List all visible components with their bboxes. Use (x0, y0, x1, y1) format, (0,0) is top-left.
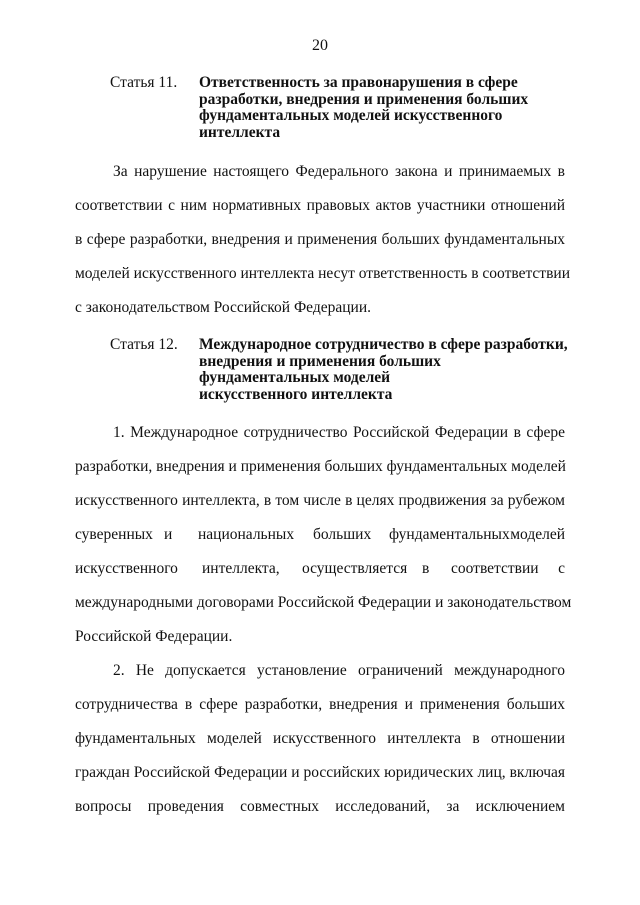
article-11-title-line: фундаментальных моделей искусственного (199, 107, 503, 124)
article-11-body-line: За нарушение настоящего Федерального закона и принимаемых в (113, 163, 565, 180)
word: в (422, 560, 430, 577)
article-12-title-line: фундаментальных моделей (199, 369, 391, 386)
article-12-heading (110, 337, 580, 403)
article-12-title-line: внедрения и применения больших (199, 352, 441, 370)
word: соответствии (451, 560, 539, 577)
article-11-title-line: Ответственность за правонарушения в сфере (199, 74, 518, 91)
article-12-para-2-line: 2. Не допускается установление ограничений международного (113, 662, 565, 679)
article-12-title (199, 337, 568, 403)
article-12-para-2-line: сотрудничества в сфере разработки, внедрения и применения больших (75, 696, 565, 713)
word: фундаментальных (389, 526, 510, 543)
article-11-title-line: разработки, внедрения и применения больших (199, 90, 529, 108)
article-11-body-line: в сфере разработки, внедрения и применения больших фундаментальных (75, 231, 565, 248)
article-12-para-1-line: 1. Международное сотрудничество Российской Федерации в сфере (113, 424, 565, 441)
word: больших (313, 526, 372, 543)
word: искусственного (75, 560, 178, 577)
article-12-para-1-line: Российской Федерации. (75, 628, 233, 645)
article-11-title (199, 75, 528, 141)
article-12-para-1-line: разработки, внедрения и применения больших фундаментальных моделей (75, 458, 566, 475)
article-12-para-1-line (75, 559, 565, 579)
article-12-para-1-line: международными договорами Российской Федерации и законодательством (75, 594, 572, 611)
article-12-title-line: Международное сотрудничество в сфере разработки, (199, 336, 568, 353)
article-12-label: Статья 12. (110, 336, 178, 353)
word: моделей (510, 526, 565, 543)
article-12-para-2-line: фундаментальных моделей искусственного интеллекта в отношении (75, 730, 565, 747)
article-12-para-2-line: граждан Российской Федерации и российских юридических лиц, включая (75, 764, 565, 781)
article-11-label: Статья 11. (110, 74, 178, 91)
word: с (558, 560, 565, 577)
article-12-para-2-line: вопросы проведения совместных исследований, за исключением (75, 798, 565, 815)
article-11-title-line: интеллекта (199, 123, 281, 141)
word: национальных (198, 526, 295, 543)
article-11-body-line: соответствии с ним нормативных правовых актов участники отношений (75, 197, 565, 214)
word: интеллекта, (202, 560, 280, 577)
article-12-para-1-line: искусственного интеллекта, в том числе в целях продвижения за рубежом (75, 492, 565, 509)
article-11-body-line: с законодательством Российской Федерации. (75, 299, 372, 316)
article-12-title-line: искусственного интеллекта (199, 385, 393, 403)
article-12-para-1-line (75, 525, 565, 545)
article-11-heading (110, 75, 580, 141)
word: суверенных (75, 526, 153, 543)
word: и (164, 526, 173, 543)
word: осуществляется (302, 560, 408, 577)
page-number: 20 (312, 37, 328, 54)
article-11-body-line: моделей искусственного интеллекта несут ответственность в соответствии (75, 265, 570, 282)
